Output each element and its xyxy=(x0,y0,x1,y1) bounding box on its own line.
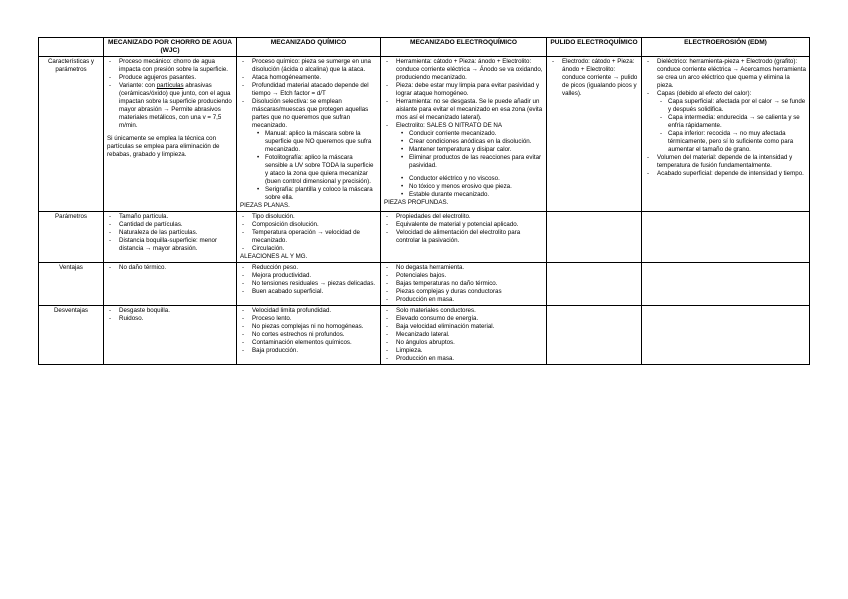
list-item: - Buen acabado superficial. xyxy=(252,288,377,296)
variant-permite: → Permite abrasivos materiales metálicos, con una v = 7,5 m/min. xyxy=(119,106,222,129)
list-item: - Produce agujeros pasantes. xyxy=(119,74,233,82)
cell-vent-pulido xyxy=(547,263,642,306)
quimico-footer: PIEZAS PLANAS. xyxy=(240,202,290,209)
list-item: - Dieléctrico: herramienta-pieza + Electrodo (grafito): conduce corriente eléctrica → Acercamos herramienta se crea un arco eléctrico que quema y elimina la pieza. xyxy=(657,58,806,90)
sub-item: • Conductor eléctrico y no viscoso. xyxy=(409,175,543,183)
header-row xyxy=(39,38,810,57)
sub-item: • Mantener temperatura y disipar calor. xyxy=(409,146,543,154)
cell-vent-electroquimico xyxy=(381,263,547,306)
list-item: - No cortes estrechos ni profundos. xyxy=(252,331,377,339)
list-item: - Mejora productividad. xyxy=(252,272,377,280)
sub-item: - Capa inferior: recocida → no muy afectada térmicamente, pero sí lo suficiente como para aumentar el tamaño de grano. xyxy=(668,130,806,154)
cell-desv-electroquimico xyxy=(381,306,547,365)
list-item: - No degasta herramienta. xyxy=(396,264,543,272)
header-quimico: MECANIZADO QUÍMICO xyxy=(237,38,381,57)
header-electroquimico: MECANIZADO ELECTROQUÍMICO xyxy=(381,38,547,57)
list-vent-quimico xyxy=(240,264,377,296)
list-caract-quimico xyxy=(240,58,377,202)
cell-vent-quimico xyxy=(237,263,381,306)
list-item: - Propiedades del electrolito. xyxy=(396,213,543,221)
list-item: - Ataca homogéneamente. xyxy=(252,74,377,82)
cell-caract-electroquimico xyxy=(381,57,547,212)
list-item: - Proceso lento. xyxy=(252,315,377,323)
list-item: - Producción en masa. xyxy=(396,355,543,363)
list-param-quimico xyxy=(240,213,377,253)
list-item: - Tipo disolución. xyxy=(252,213,377,221)
list-item: - Piezas complejas y duras conductoras xyxy=(396,288,543,296)
sub-item: • Fotolitografía: aplico la máscara sensible a UV sobre TODA la superficie y ataco la zona que quiera mecanizar (buen control dimensional y precisión). xyxy=(265,154,377,186)
list-item: - Desgaste boquilla. xyxy=(119,307,233,315)
list-param-wjc xyxy=(107,213,233,253)
cell-caract-quimico xyxy=(237,57,381,212)
list-caract-electroquimico xyxy=(384,58,543,199)
row-caracteristicas xyxy=(39,57,810,212)
cell-desv-pulido xyxy=(547,306,642,365)
list-item-text: Capas (debido al efecto del calor): xyxy=(657,90,752,97)
list-caract-edm xyxy=(645,58,806,178)
header-empty xyxy=(39,38,104,57)
list-item: - Tamaño partícula. xyxy=(119,213,233,221)
list-item: - Equivalente de material y potencial aplicado. xyxy=(396,221,543,229)
list-item: - Pieza: debe estar muy limpia para evitar pasividad y lograr ataque homogéneo. xyxy=(396,82,543,98)
list-item-text: Electrolito: SALES O NITRATO DE NA xyxy=(396,122,503,129)
list-item: - Proceso químico: pieza se sumerge en una disolución (ácida o alcalina) que la ataca. xyxy=(252,58,377,74)
list-item: - Herramienta: no se desgasta. Se le puede añadir un aislante para evitar el mecanizado en esa zona (evita mos así el mecanizado lateral). xyxy=(396,98,543,122)
electroquimico-footer: PIEZAS PROFUNDAS. xyxy=(384,199,449,206)
cell-param-pulido xyxy=(547,212,642,263)
sublist-mascaras xyxy=(252,130,377,202)
cell-param-electroquimico xyxy=(381,212,547,263)
variant-prefix: Variante: con xyxy=(119,82,157,89)
list-desv-wjc xyxy=(107,307,233,323)
list-item: - Naturaleza de las partículas. xyxy=(119,229,233,237)
row-ventajas xyxy=(39,263,810,306)
wjc-paragraph: Si únicamente se emplea la técnica con partículas se emplea para eliminación de rebabas, grabado y limpieza. xyxy=(107,135,220,158)
list-desv-electroquimico xyxy=(384,307,543,363)
cell-vent-wjc xyxy=(104,263,237,306)
cell-caract-edm xyxy=(642,57,810,212)
row-label-ventajas: Ventajas xyxy=(39,263,104,306)
sub-item: • Conducir corriente mecanizado. xyxy=(409,130,543,138)
list-item: - Ruidoso. xyxy=(119,315,233,323)
list-item: - Baja velocidad eliminación material. xyxy=(396,323,543,331)
list-item xyxy=(252,98,377,202)
list-item: - Velocidad limita profundidad. xyxy=(252,307,377,315)
row-label-desventajas: Desventajas xyxy=(39,306,104,365)
sub-item: • Crear condiciones anódicas en la disolución. xyxy=(409,138,543,146)
variant-underlined: partículas xyxy=(156,82,184,89)
header-pulido: PULIDO ELECTROQUÍMICO xyxy=(547,38,642,57)
row-label-caracteristicas: Características y parámetros xyxy=(39,57,104,212)
cell-param-wjc xyxy=(104,212,237,263)
list-caract-wjc xyxy=(107,58,233,130)
list-item: - No piezas complejas ni no homogéneas. xyxy=(252,323,377,331)
sub-item: • Eliminar productos de las reacciones para evitar pasividad. xyxy=(409,154,543,170)
list-item: - No daño térmico. xyxy=(119,264,233,272)
list-item: - No ángulos abruptos. xyxy=(396,339,543,347)
list-item: - Solo materiales conductores. xyxy=(396,307,543,315)
list-item: - Potenciales bajos. xyxy=(396,272,543,280)
list-item-text: Disolución selectiva: se emplean máscaras/muescas que protegen aquellas partes que no queremos que sufran mecanizado. xyxy=(252,98,369,129)
list-item: - Contaminación elementos químicos. xyxy=(252,339,377,347)
list-item: - Composición disolución. xyxy=(252,221,377,229)
cell-param-quimico xyxy=(237,212,381,263)
list-item: - Volumen del material: depende de la intensidad y temperatura de fusión fundamentalmente. xyxy=(657,154,806,170)
list-item: - Profundidad material atacado depende del tiempo → Etch factor = d/T xyxy=(252,82,377,98)
list-item: - Velocidad de alimentación del electrolito para controlar la pasivación. xyxy=(396,229,543,245)
list-param-electroquimico xyxy=(384,213,543,245)
list-caract-pulido xyxy=(550,58,638,98)
list-item: - Circulación. xyxy=(252,245,377,253)
row-desventajas xyxy=(39,306,810,365)
list-item: - Cantidad de partículas. xyxy=(119,221,233,229)
sublist-electrolito xyxy=(396,130,543,199)
sub-item: - Capa superficial: afectada por el calor → se funde y después solidifica. xyxy=(668,98,806,114)
list-item: - Limpieza. xyxy=(396,347,543,355)
sub-item: • Manual: aplico la máscara sobre la superficie que NO queremos que sufra mecanizado. xyxy=(265,130,377,154)
list-item: - Baja producción. xyxy=(252,347,377,355)
list-vent-wjc xyxy=(107,264,233,272)
list-item: - Bajas temperaturas no daño térmico. xyxy=(396,280,543,288)
list-item: - Mecanizado lateral. xyxy=(396,331,543,339)
list-item xyxy=(657,90,806,154)
list-item xyxy=(119,82,233,130)
list-item: - Acabado superficial: depende de intensidad y tiempo. xyxy=(657,170,806,178)
cell-desv-edm xyxy=(642,306,810,365)
row-parametros xyxy=(39,212,810,263)
param-quimico-footer: ALEACIONES AL Y MG. xyxy=(240,253,308,260)
cell-caract-pulido xyxy=(547,57,642,212)
variant-rest: abrasivas (cerámicas/óxido) que junto, con el agua impactan sobre la superficie produciendo mayor abrasión xyxy=(119,82,232,113)
list-item: - Elevado consumo de energía. xyxy=(396,315,543,323)
sub-item: • Estable durante mecanizado. xyxy=(409,191,543,199)
sub-item: • Serigrafía: plantilla y coloco la máscara sobre ella. xyxy=(265,186,377,202)
list-item: - Electrodo: cátodo + Pieza: ánodo + Electrolito: conduce corriente → pulido de picos (igualando picos y valles). xyxy=(562,58,638,98)
list-item: - Reducción peso. xyxy=(252,264,377,272)
sub-item: • No tóxico y menos erosivo que pieza. xyxy=(409,183,543,191)
row-label-parametros: Parámetros xyxy=(39,212,104,263)
cell-caract-wjc xyxy=(104,57,237,212)
sub-item: - Capa intermedia: endurecida → se calienta y se enfría rápidamente. xyxy=(668,114,806,130)
sublist-capas xyxy=(657,98,806,154)
cell-param-edm xyxy=(642,212,810,263)
list-item: - Herramienta: cátodo + Pieza: ánodo + Electrolito: conduce corriente eléctrica → Ánodo se va oxidando, produciendo mecanizado. xyxy=(396,58,543,82)
list-vent-electroquimico xyxy=(384,264,543,304)
cell-desv-wjc xyxy=(104,306,237,365)
cell-desv-quimico xyxy=(237,306,381,365)
list-item: - No tensiones residuales → piezas delicadas. xyxy=(252,280,377,288)
comparison-table xyxy=(38,37,810,365)
cell-vent-edm xyxy=(642,263,810,306)
list-item: - Temperatura operación → velocidad de mecanizado. xyxy=(252,229,377,245)
list-desv-quimico xyxy=(240,307,377,355)
header-wjc: MECANIZADO POR CHORRO DE AGUA (WJC) xyxy=(104,38,237,57)
list-item: - Producción en masa. xyxy=(396,296,543,304)
list-item: - Proceso mecánico: chorro de agua impacta con presión sobre la superficie. xyxy=(119,58,233,74)
header-edm: ELECTROEROSIÓN (EDM) xyxy=(642,38,810,57)
list-item: - Distancia boquilla-superficie: menor distancia → mayor abrasión. xyxy=(119,237,233,253)
list-item xyxy=(396,122,543,199)
